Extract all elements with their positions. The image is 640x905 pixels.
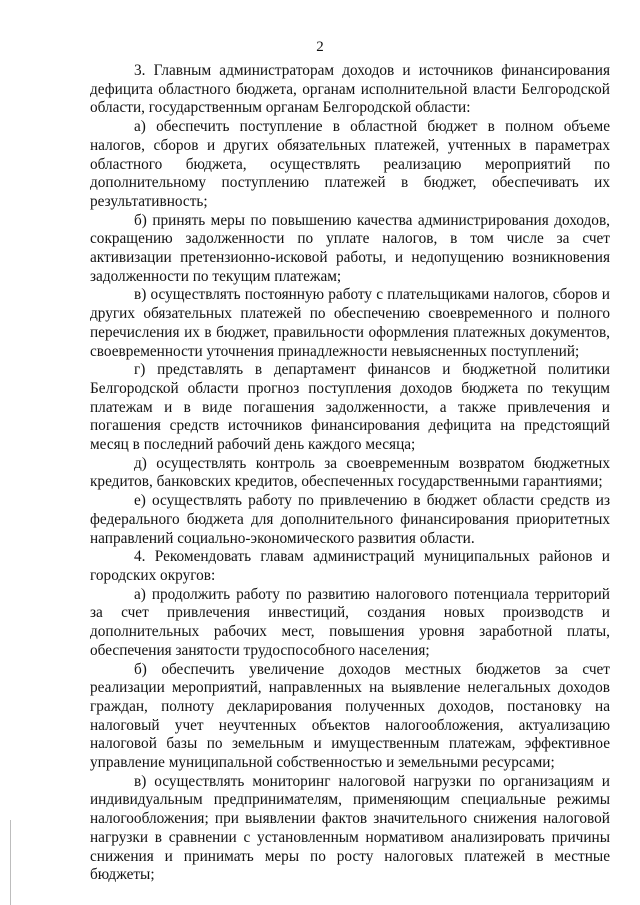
page-number: 2 bbox=[316, 39, 324, 55]
paragraph-3v: в) осуществлять постоянную работу с плательщиками налогов, сборов и других обязательных платежей по обеспечению своевременного и полного перечисления их в бюджет, правильности оформления платежных документов, своевременности уточнения принадлежности невыясненных поступлений; bbox=[90, 286, 610, 360]
paragraph-3a: а) обеспечить поступление в областной бюджет в полном объеме налогов, сборов и других обязательных платежей, учтенных в параметрах областного бюджета, осуществлять реализацию мероприятий по дополнительному поступлению платежей в бюджет, обеспечивать их результативность; bbox=[90, 118, 610, 210]
paragraph-4-intro: 4. Рекомендовать главам администраций муниципальных районов и городских округов: bbox=[90, 548, 610, 584]
paragraph-4b: б) обеспечить увеличение доходов местных бюджетов за счет реализации мероприятий, направленных на выявление нелегальных доходов граждан, полноту декларирования полученных доходов, постановку на налоговый учет неучтенных объектов налогообложения, актуализацию налоговой базы по земельным и имущественным платежам, эффективное управление муниципальной собственностью и земельными ресурсами; bbox=[90, 660, 610, 772]
document-body bbox=[90, 62, 610, 885]
paragraph-3-intro: 3. Главным администраторам доходов и источников финансирования дефицита областного бюджета, органам исполнительной власти Белгородской области, государственным органам Белгородской области: bbox=[90, 62, 610, 117]
scan-edge-line bbox=[10, 820, 11, 905]
paragraph-3g: г) представлять в департамент финансов и бюджетной политики Белгородской области прогноз поступления доходов бюджета по текущим платежам и в виде погашения задолженности, а также привлечения и погашения средств источников финансирования дефицита на предстоящий месяц в последний рабочий день каждого месяца; bbox=[90, 361, 610, 454]
paragraph-3d: д) осуществлять контроль за своевременным возвратом бюджетных кредитов, банковских кредитов, обеспеченных государственными гарантиями; bbox=[90, 454, 610, 491]
paragraph-3e: е) осуществлять работу по привлечению в бюджет области средств из федерального бюджета для дополнительного финансирования приоритетных направлений социально-экономического развития области. bbox=[90, 492, 610, 547]
paragraph-4v: в) осуществлять мониторинг налоговой нагрузки по организациям и индивидуальным предпринимателям, применяющим специальные режимы налогообложения; при выявлении фактов значительного снижения налоговой нагрузки в сравнении с установленным нормативом анализировать причины снижения и принимать меры по росту налоговых платежей в местные бюджеты; bbox=[90, 772, 610, 884]
paragraph-4a: а) продолжить работу по развитию налогового потенциала территорий за счет привлечения инвестиций, создания новых производств и дополнительных рабочих мест, повышения уровня заработной платы, обеспечения занятости трудоспособного населения; bbox=[90, 585, 610, 659]
paragraph-3b: б) принять меры по повышению качества администрирования доходов, сокращению задолженности по уплате налогов, в том числе за счет активизации претензионно-исковой работы, и недопущению возникновения задолженности по текущим платежам; bbox=[90, 211, 610, 285]
